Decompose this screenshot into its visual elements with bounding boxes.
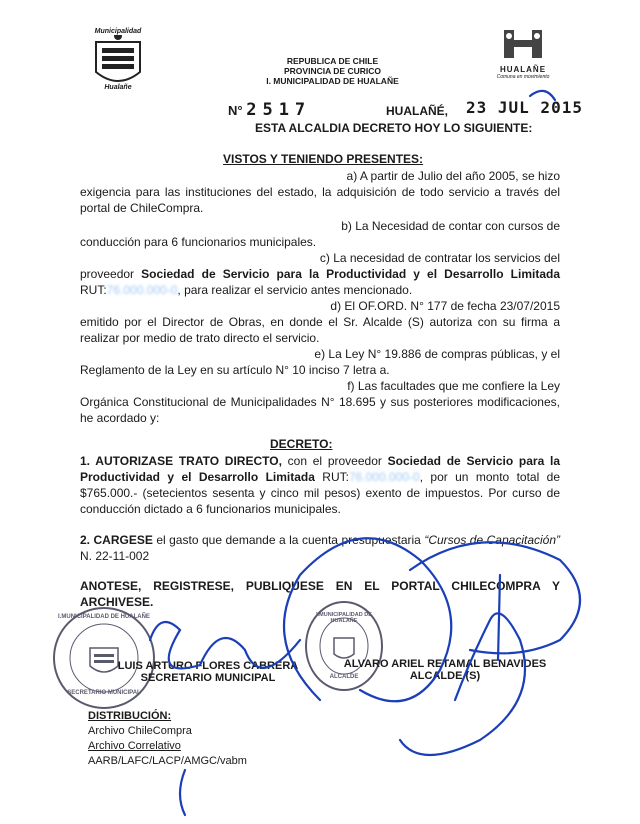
anotese: ANOTESE, REGISTRESE, PUBLIQUESE EN EL PORTAL CHILECOMPRA Y ARCHIVESE. (80, 579, 560, 609)
decreto-title: DECRETO: (270, 437, 333, 451)
municipal-logo (88, 28, 148, 94)
decreto-1-redacted-rut: 76.000.000-0 (348, 470, 420, 484)
logo-bottom-text: Hualañe (104, 84, 132, 91)
decreto-1-rut-label: RUT: (314, 470, 349, 484)
signer-left-name: LUIS ARTURO FLORES CABRERA (117, 660, 299, 672)
decreto-2-bold: 2. CARGESE (80, 533, 153, 547)
hualane-brand-logo (488, 28, 558, 80)
decreto-item-1 (80, 453, 560, 517)
vistos-b (80, 218, 560, 250)
distribution-block (88, 709, 247, 769)
vistos-b-first: b) La Necesidad de contar con cursos de (341, 219, 560, 233)
header-line-2: PROVINCIA DE CURICO (284, 66, 381, 76)
vistos-title: VISTOS Y TENIENDO PRESENTES: (223, 152, 424, 166)
distribution-item: Archivo Correlativo (88, 740, 181, 752)
decree-place: HUALAÑÉ, (386, 104, 448, 118)
vistos-c-rut-label: RUT: (80, 283, 107, 297)
decree-date: 23 JUL 2015 (466, 98, 583, 117)
vistos-a-rest: exigencia para las instituciones del estado, la adquisición de todo servicio a través del portal de ChileCompra. (80, 185, 560, 215)
vistos-c-first: c) La necesidad de contratar los servicios del (319, 251, 560, 265)
decreto-1-provider: Sociedad de Servicio para la Productividad y el Desarrollo Limitada (80, 454, 560, 484)
logo-top-text: Municipalidad (84, 28, 152, 35)
decree-number-line (228, 100, 311, 120)
provider-name: Sociedad de Servicio para la Productividad y el Desarrollo Limitada (141, 267, 560, 281)
vistos-d-rest: emitido por el Director de Obras, en donde el Sr. Alcalde (S) autoriza con su firma a realizar por medio de trato directo el servicio. (80, 315, 560, 345)
vistos-a (80, 168, 560, 216)
decreto-2-end: N. 22-11-002 (80, 549, 150, 563)
signer-left (108, 660, 308, 684)
vistos-e (80, 346, 560, 378)
decreto-1-bold: 1. AUTORIZASE TRATO DIRECTO, (80, 454, 282, 468)
signer-right-title: ALCALDE (S) (409, 670, 481, 682)
stamp-right-top-text: I.MUNICIPALIDAD DE HUALAÑE (316, 612, 372, 624)
vistos-f-rest: Orgánica Constitucional de Municipalidades N° 18.695 y sus posteriores modificaciones, he acordado y: (80, 395, 560, 425)
vistos-b-rest: conducción para 6 funcionarios municipales. (80, 235, 317, 249)
hualane-h-icon (500, 28, 546, 60)
stamp-left-bottom-text: SECRETARIO MUNICIPAL (67, 690, 141, 696)
distribution-title: DISTRIBUCIÓN: (88, 710, 172, 722)
distribution-item: Archivo ChileCompra (88, 725, 192, 737)
stamp-left-top-text: I.MUNICIPALIDAD DE HUALAÑE (58, 614, 150, 620)
stamp-right-bottom-text: ALCALDE (329, 674, 359, 680)
decreto-2-text: el gasto que demande a la cuenta presupuestaria (152, 533, 425, 547)
vistos-d-first: d) El OF.ORD. N° 177 de fecha 23/07/2015 (330, 299, 560, 313)
vistos-e-rest: Reglamento de la Ley en su artículo N° 10 inciso 7 letra a. (80, 363, 390, 377)
signer-left-title: SECRETARIO MUNICIPAL (140, 672, 276, 684)
vistos-e-first: e) La Ley N° 19.886 de compras públicas, y el (314, 347, 560, 361)
vistos-a-first: a) A partir de Julio del año 2005, se hizo (346, 169, 560, 183)
brand-name: HUALAÑE (499, 65, 547, 74)
header-block (215, 56, 450, 86)
vistos-c (80, 250, 560, 298)
decreto-1-post: , por un monto total de $765.000.- (setecientos sesenta y cinco mil pesos) exento de impuestos. Por curso de conducción dictado a 6 funcionarios municipales. (80, 470, 560, 516)
header-line-1: REPUBLICA DE CHILE (286, 56, 379, 66)
vistos-f-first: f) Las facultades que me confiere la Ley (347, 379, 560, 393)
vistos-c-post: , para realizar el servicio antes mencionado. (177, 283, 413, 297)
stamp-secretario (50, 604, 158, 712)
signature-right-stroke-3 (400, 613, 525, 755)
decreto-2-italic: “Cursos de Capacitación” (424, 533, 561, 547)
vistos-c-pre: proveedor (80, 267, 142, 281)
distribution-mark (180, 770, 185, 815)
signer-right (330, 658, 560, 682)
vistos-d (80, 298, 560, 346)
decreto-item-2 (80, 532, 560, 564)
header-line-3: I. MUNICIPALIDAD DE HUALAÑE (266, 76, 399, 86)
decree-number: 2517 (246, 100, 312, 120)
redacted-rut: 76.000.000-0 (106, 283, 178, 297)
number-prefix: N° (228, 103, 243, 118)
distribution-item: AARB/LAFC/LACP/AMGC/vabm (88, 755, 247, 767)
decreto-1-mid: con el proveedor (281, 454, 388, 468)
brand-tagline: Comuna en movimiento (496, 74, 550, 80)
decree-intro: ESTA ALCALDIA DECRETO HOY LO SIGUIENTE: (255, 121, 533, 135)
vistos-c-rest (80, 266, 560, 298)
vistos-f (80, 378, 560, 426)
signer-right-name: ALVARO ARIEL RETAMAL BENAVIDES (343, 658, 547, 670)
